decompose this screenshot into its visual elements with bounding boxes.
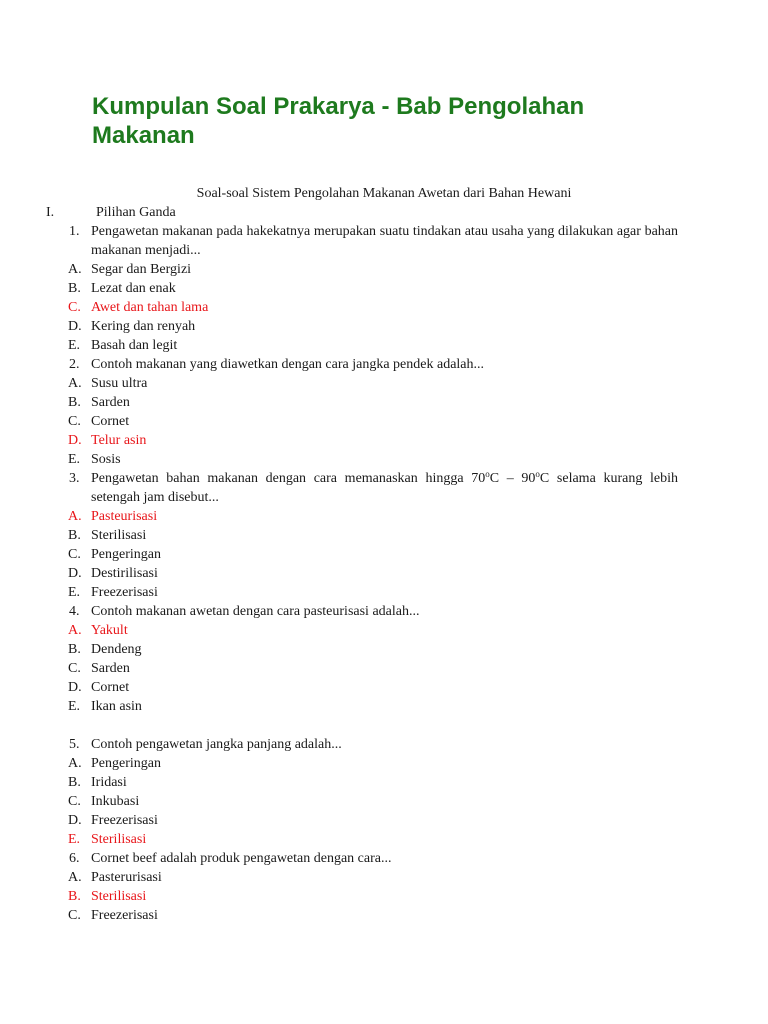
answer-option — [0, 545, 768, 564]
option-letter: A. — [68, 870, 82, 885]
option-letter: B. — [68, 281, 81, 296]
option-letter: C. — [68, 661, 81, 676]
question-number: 2. — [69, 357, 80, 372]
question-row — [0, 602, 768, 621]
option-letter: B. — [68, 528, 81, 543]
answer-option — [0, 906, 768, 925]
option-letter: E. — [68, 585, 81, 600]
question-text-part: C – 90 — [489, 471, 536, 486]
option-text: Ikan asin — [91, 699, 142, 714]
answer-option — [0, 697, 768, 716]
option-letter: C. — [68, 300, 81, 315]
option-text: Freezerisasi — [91, 813, 158, 828]
answer-option — [0, 279, 768, 298]
option-text: Pengeringan — [91, 547, 161, 562]
document-subtitle: Soal-soal Sistem Pengolahan Makanan Awetan dari Bahan Hewani — [196, 186, 572, 201]
option-text: Telur asin — [91, 433, 147, 448]
option-text: Basah dan legit — [91, 338, 178, 353]
answer-option-correct — [0, 621, 768, 640]
option-text: Pengeringan — [91, 756, 161, 771]
answer-option — [0, 450, 768, 469]
answer-option — [0, 412, 768, 431]
option-text: Cornet — [91, 414, 130, 429]
option-letter: B. — [68, 642, 81, 657]
answer-option — [0, 564, 768, 583]
answer-option — [0, 336, 768, 355]
option-text: Yakult — [91, 623, 128, 638]
option-text: Destirilisasi — [91, 566, 158, 581]
question-number: 6. — [69, 851, 80, 866]
option-letter: A. — [68, 509, 82, 524]
answer-option — [0, 659, 768, 678]
option-text: Susu ultra — [91, 376, 148, 391]
question-row — [0, 469, 768, 507]
option-letter: B. — [68, 889, 81, 904]
option-text: Inkubasi — [91, 794, 140, 809]
option-letter: C. — [68, 547, 81, 562]
option-text: Freezerisasi — [91, 585, 158, 600]
answer-option — [0, 374, 768, 393]
option-letter: A. — [68, 262, 82, 277]
option-letter: A. — [68, 376, 82, 391]
question-row — [0, 355, 768, 374]
option-letter: A. — [68, 756, 82, 771]
option-letter: C. — [68, 414, 81, 429]
option-letter: A. — [68, 623, 82, 638]
option-letter: B. — [68, 395, 81, 410]
option-letter: D. — [68, 813, 82, 828]
answer-option — [0, 868, 768, 887]
option-text: Segar dan Bergizi — [91, 262, 192, 277]
answer-option-correct — [0, 298, 768, 317]
option-text: Cornet — [91, 680, 130, 695]
option-letter: E. — [68, 452, 81, 467]
question-number: 3. — [69, 471, 80, 486]
question-row — [0, 735, 768, 754]
answer-option — [0, 811, 768, 830]
question-number: 4. — [69, 604, 80, 619]
answer-option — [0, 678, 768, 697]
answer-option — [0, 792, 768, 811]
degree-superscript: o — [485, 469, 490, 479]
question-text-part: Pengawetan bahan makanan dengan cara memanaskan hingga 70 — [91, 471, 486, 486]
answer-option-correct — [0, 830, 768, 849]
option-letter: D. — [68, 433, 82, 448]
question-text-part: C selama kurang lebih setengah jam disebut... — [91, 471, 678, 505]
answer-option — [0, 773, 768, 792]
option-text: Sterilisasi — [91, 889, 147, 904]
option-text: Kering dan renyah — [91, 319, 196, 334]
option-text: Sterilisasi — [91, 832, 147, 847]
question-text: Contoh pengawetan jangka panjang adalah... — [91, 737, 342, 752]
answer-option — [0, 526, 768, 545]
question-text: Pengawetan makanan pada hakekatnya merupakan suatu tindakan atau usaha yang dilakukan agar bahan makanan menjadi... — [91, 224, 678, 258]
option-text: Sarden — [91, 395, 130, 410]
option-text: Sarden — [91, 661, 130, 676]
option-text: Lezat dan enak — [91, 281, 176, 296]
question-row — [0, 222, 768, 260]
section-heading — [46, 203, 176, 222]
option-text: Sterilisasi — [91, 528, 147, 543]
answer-option-correct — [0, 887, 768, 906]
answer-option — [0, 393, 768, 412]
question-text: Contoh makanan awetan dengan cara pasteurisasi adalah... — [91, 604, 420, 619]
option-text: Pasterurisasi — [91, 870, 162, 885]
answer-option — [0, 260, 768, 279]
question-row — [0, 849, 768, 868]
option-letter: B. — [68, 775, 81, 790]
option-text: Freezerisasi — [91, 908, 158, 923]
page-title: Kumpulan Soal Prakarya - Bab Pengolahan Makanan — [92, 93, 585, 149]
option-text: Pasteurisasi — [91, 509, 158, 524]
answer-option-correct — [0, 507, 768, 526]
answer-option-correct — [0, 431, 768, 450]
option-letter: E. — [68, 699, 81, 714]
option-text: Iridasi — [91, 775, 127, 790]
question-number: 5. — [69, 737, 80, 752]
option-letter: D. — [68, 566, 82, 581]
option-text: Sosis — [91, 452, 121, 467]
option-text: Dendeng — [91, 642, 142, 657]
question-text: Contoh makanan yang diawetkan dengan cara jangka pendek adalah... — [91, 357, 485, 372]
answer-option — [0, 754, 768, 773]
option-letter: C. — [68, 908, 81, 923]
question-number: 1. — [69, 224, 80, 239]
option-letter: E. — [68, 338, 81, 353]
degree-superscript: o — [535, 469, 540, 479]
answer-option — [0, 583, 768, 602]
spacer — [0, 716, 768, 735]
question-text: Cornet beef adalah produk pengawetan dengan cara... — [91, 851, 392, 866]
option-letter: D. — [68, 680, 82, 695]
section-number: I. — [46, 205, 55, 220]
option-letter: E. — [68, 832, 81, 847]
answer-option — [0, 317, 768, 336]
option-letter: D. — [68, 319, 82, 334]
question-text — [91, 469, 678, 507]
section-label: Pilihan Ganda — [96, 205, 176, 220]
option-letter: C. — [68, 794, 81, 809]
option-text: Awet dan tahan lama — [91, 300, 209, 315]
answer-option — [0, 640, 768, 659]
question-list — [0, 222, 768, 925]
